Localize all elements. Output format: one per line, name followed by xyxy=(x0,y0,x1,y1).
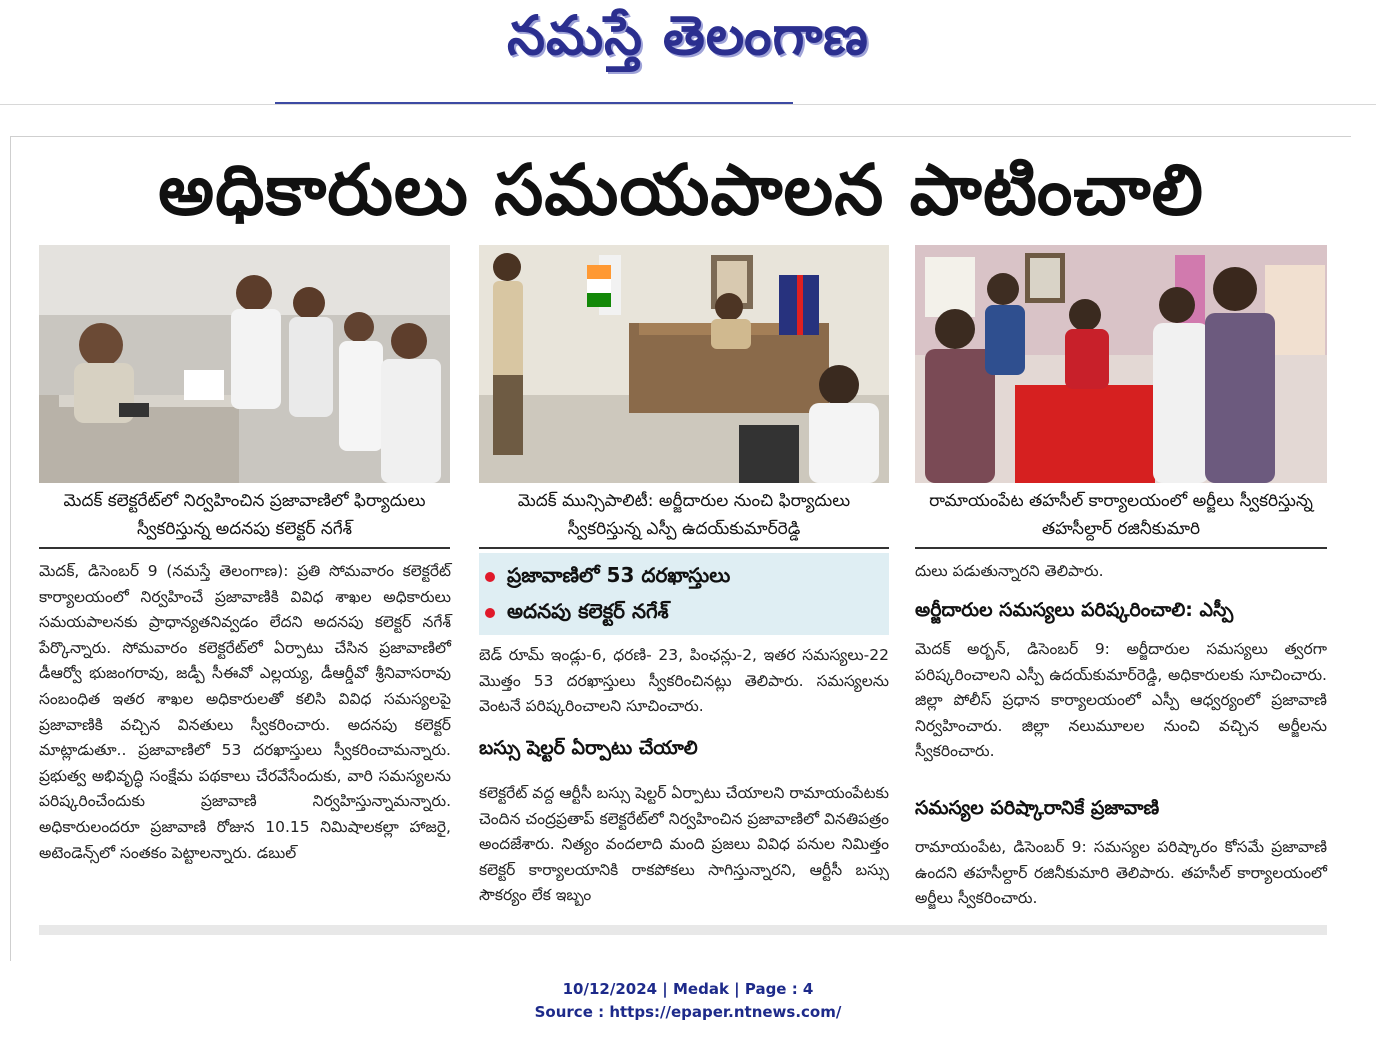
article-column-1: మెదక్, డిసెంబర్ 9 (నమస్తే తెలంగాణ): ప్రతి సోమవారం కలెక్టరేట్ కార్యాలయంలో నిర్వహించే ప్రజావాణికి వివిధ శాఖల అధికారులు సమయపాలనకు ప్రాధాన్యతనివ్వడం లేదని అదనపు కలెక్టర్ నగేశ్ పేర్కొన్నారు. సోమవారం కలెక్టరేట్‌లో ఏర్పాటు చేసిన ప్రజావాణిలో డీఆర్వో భుజంగరావు, జడ్పీ సీఈవో ఎల్లయ్య, డీఆర్డీవో శ్రీనివాసరావు సంబంధిత ఇతర శాఖల అధికారులతో కలిసి వివిధ సమస్యలపై ప్రజావాణికి వచ్చిన వినతులు స్వీకరించారు. అదనపు కలెక్టర్ మాట్లాడుతూ.. ప్రజావాణిలో 53 దరఖాస్తులు స్వీకరించామన్నారు. ప్రభుత్వ అభివృద్ధి సంక్షేమ పథకాలు చేరవేసేందుకు, వారి సమస్యలను పరిష్కరించేందుకు ప్రజావాణి నిర్వహిస్తున్నామన్నారు. అధికారులందరూ ప్రజావాణి రోజున 10.15 నిమిషాలకల్లా హాజరై, అటెండెన్స్‌లో సంతకం పెట్టాలన్నారు. డబుల్ xyxy=(39,562,451,862)
photo-collectorate xyxy=(39,245,450,483)
source-link[interactable]: Source : https://epaper.ntnews.com/ xyxy=(534,1003,842,1021)
photo-tahsil-office xyxy=(915,245,1327,483)
masthead-rule xyxy=(275,102,793,104)
article-column-2: బెడ్ రూమ్ ఇండ్లు-6, ధరణి- 23, పింఛన్లు-2, ఇతర సమస్యలు-22 మొత్తం 53 దరఖాస్తులు స్వీకరించినట్లు తెలిపారు. సమస్యలను వెంటనే పరిష్కరించాలని సూచించారు. xyxy=(479,646,889,716)
highlight-item xyxy=(507,563,730,592)
next-headline-strip xyxy=(39,925,1327,935)
highlight-text: అదనపు కలెక్టర్ నగేశ్ xyxy=(507,599,669,623)
subheading-bus-shelter: బస్సు షెల్టర్ ఏర్పాటు చేయాలి xyxy=(479,737,698,759)
photo-caption-1: మెదక్ కలెక్టరేట్‌లో నిర్వహించిన ప్రజావాణిలో ఫిర్యాదులు స్వీకరిస్తున్న అదనపు కలెక్టర్ నగేశ్ xyxy=(39,487,450,549)
photo-caption-3: రామాయంపేట తహసీల్ కార్యాలయంలో అర్జీలు స్వీకరిస్తున్న తహసీల్దార్ రజినీకుమారి xyxy=(915,487,1327,549)
photo-sp-office xyxy=(479,245,889,483)
bullet-icon xyxy=(485,608,495,618)
sp-text: మెదక్ అర్బన్, డిసెంబర్ 9: అర్జీదారుల సమస్యలు త్వరగా పరిష్కరించాలని ఎస్పీ ఉదయ్‌కుమార్‌రెడ్డి, అధికారులకు సూచించారు. జిల్లా పోలీస్ ప్రధాన కార్యాలయంలో ఎస్పీ ఆధ్వర్యంలో ప్రజావాణి నిర్వహించారు. జిల్లా నలుమూలల నుంచి వచ్చిన అర్జీలను స్వీకరించారు. xyxy=(915,640,1327,761)
page-footer xyxy=(0,978,1376,1024)
photo-caption-2: మెదక్ మున్సిపాలిటీ: అర్జీదారుల నుంచి ఫిర్యాదులు స్వీకరిస్తున్న ఎస్పీ ఉదయ్‌కుమార్‌రెడ్డి xyxy=(479,487,889,549)
prajavani-text: రామాయంపేట, డిసెంబర్ 9: సమస్యల పరిష్కారం కోసమే ప్రజావాణి ఉందని తహసీల్దార్ రజినీకుమారి తెలిపారు. తహసీల్ కార్యాలయంలో అర్జీలు స్వీకరించారు. xyxy=(915,838,1327,908)
bus-shelter-text: కలెక్టరేట్ వద్ద ఆర్టీసీ బస్సు షెల్టర్ ఏర్పాటు చేయాలని రామాయంపేటకు చెందిన చంద్రప్రతాప్ కలెక్టరేట్‌లో నిర్వహించిన ప్రజావాణిలో వినతిపత్రం అందజేశారు. నిత్యం వందలాది మంది ప్రజలు వివిధ పనుల నిమిత్తం కలెక్టర్ కార్యాలయానికి రాకపోకలు సాగిస్తున్నారని, ఆర్టీసీ బస్సు సౌకర్యం లేక ఇబ్బం xyxy=(479,784,889,905)
highlight-box xyxy=(479,553,889,635)
edition-info: 10/12/2024 | Medak | Page : 4 xyxy=(562,980,814,998)
highlight-text: ప్రజావాణిలో 53 దరఖాస్తులు xyxy=(507,563,731,587)
bullet-icon xyxy=(485,572,495,582)
newspaper-logo: నమస్తే తెలంగాణ xyxy=(507,4,869,67)
highlight-item xyxy=(507,599,669,628)
subheading-sp: అర్జీదారుల సమస్యలు పరిష్కరించాలి: ఎస్పీ xyxy=(915,599,1234,621)
news-clipping xyxy=(10,136,1351,961)
article-column-3-lead: దులు పడుతున్నారని తెలిపారు. xyxy=(915,562,1104,580)
subheading-prajavani: సమస్యల పరిష్కారానికే ప్రజావాణి xyxy=(915,797,1160,819)
masthead xyxy=(0,0,1376,105)
headline: అధికారులు సమయపాలన పాటించాలి xyxy=(158,149,1204,231)
